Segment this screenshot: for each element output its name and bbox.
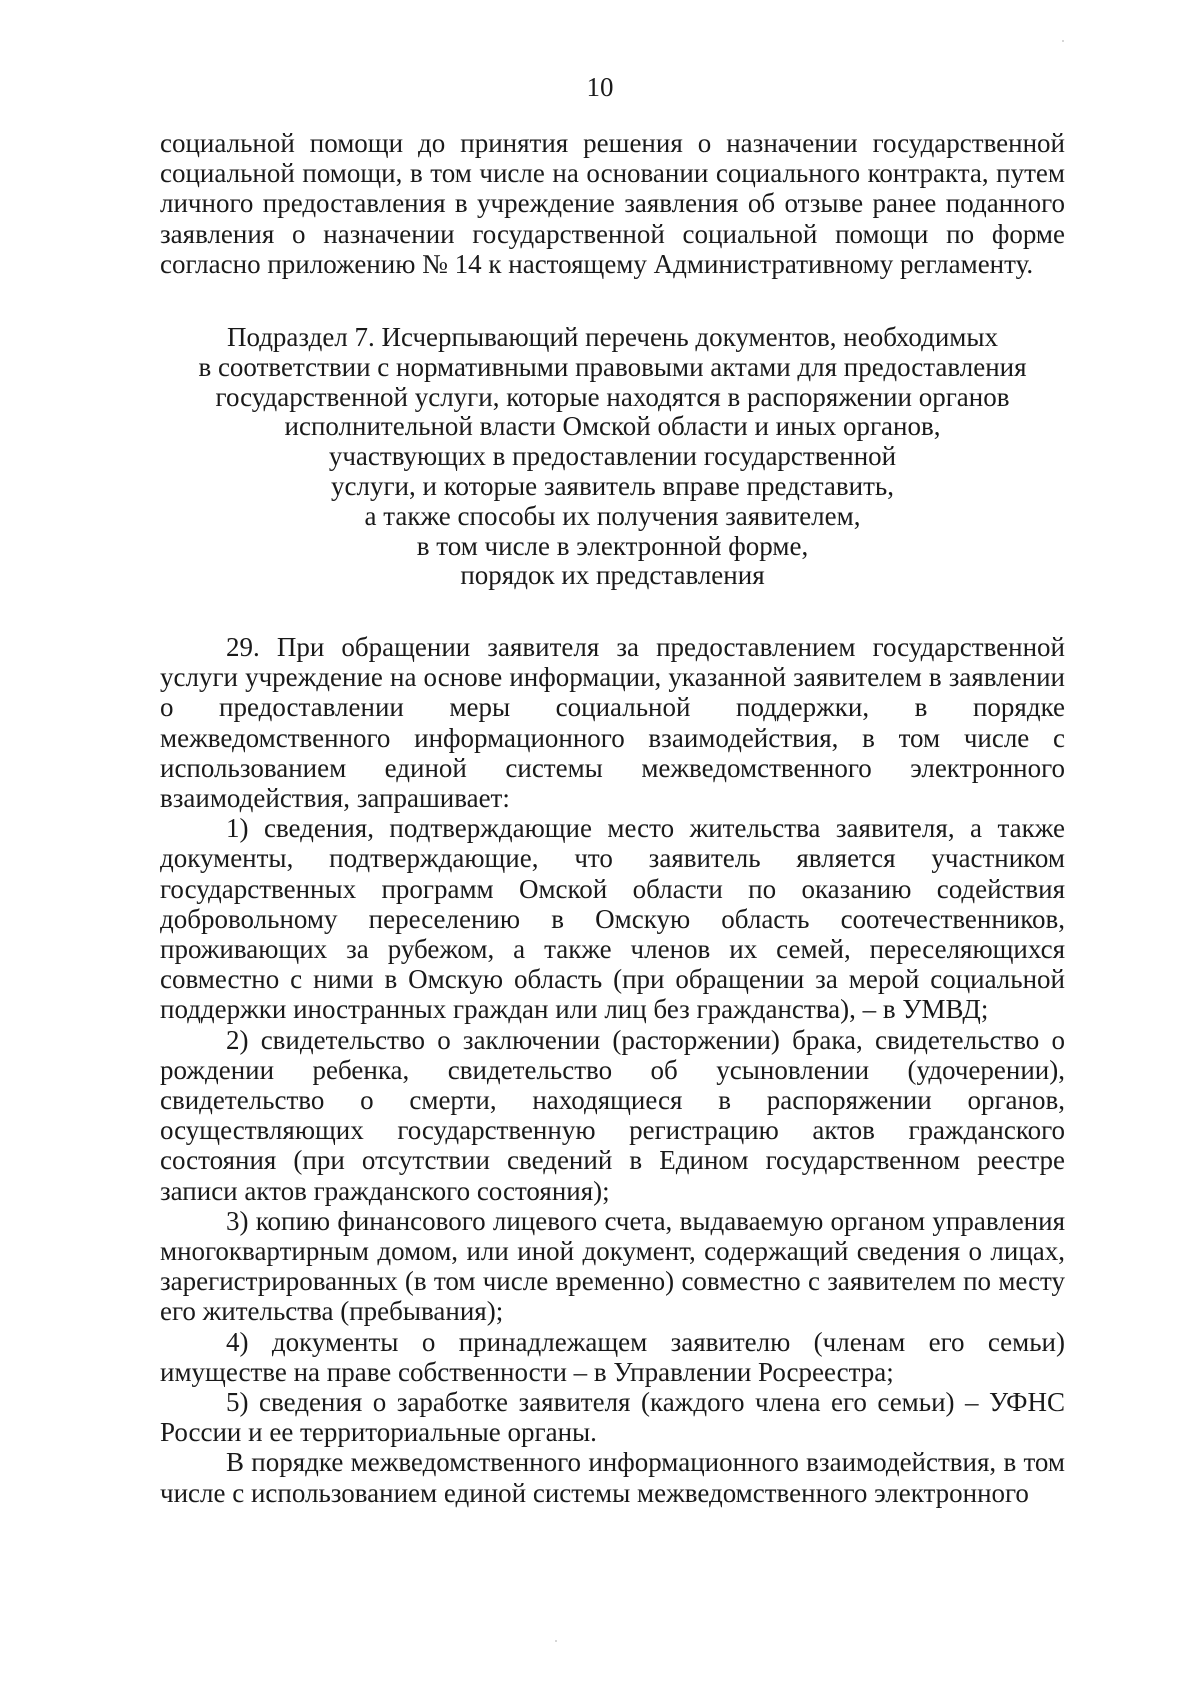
lead-text-block bbox=[160, 128, 1065, 279]
subsection-heading bbox=[160, 323, 1065, 591]
paragraph-29: 29. При обращении заявителя за предоставлением государственной услуги учреждение на основе информации, указанной заявителем в заявлении о предоставлении меры социальной поддержки, в порядке межведомственного информационного взаимодействия, в том числе с использованием единой системы межведомственного электронного взаимодействия, запрашивает: bbox=[160, 632, 1065, 814]
heading-line: услуги, и которые заявитель вправе представить, bbox=[331, 470, 894, 501]
list-item-1: 1) сведения, подтверждающие место жительства заявителя, а также документы, подтверждающие, что заявитель является участником государственных программ Омской области по оказанию содействия добровольному переселению в Омскую область соотечественников, проживающих за рубежом, а также членов их семей, переселяющихся совместно с ними в Омскую область (при обращении за мерой социальной поддержки иностранных граждан или лиц без гражданства), – в УМВД; bbox=[160, 813, 1065, 1025]
heading-line: в том числе в электронной форме, bbox=[416, 530, 809, 561]
lead-paragraph: социальной помощи до принятия решения о назначении государственной социальной помощи, в том числе на основании социального контракта, путем личного предоставления в учреждение заявления об отзыве ранее поданного заявления о назначении государственной социальной помощи по форме согласно приложению № 14 к настоящему Административному регламенту. bbox=[160, 128, 1065, 279]
page-number: 10 bbox=[586, 72, 614, 102]
closing-paragraph: В порядке межведомственного информационного взаимодействия, в том числе с использованием единой системы межведомственного электронного bbox=[160, 1447, 1065, 1508]
heading-line: участвующих в предоставлении государственной bbox=[328, 441, 897, 472]
heading-line: в соответствии с нормативными правовыми актами для предоставления bbox=[198, 351, 1027, 382]
list-item-5: 5) сведения о заработке заявителя (каждого члена его семьи) – УФНС России и ее территориальные органы. bbox=[160, 1387, 1065, 1448]
heading-line: порядок их представления bbox=[460, 560, 765, 591]
list-item-4: 4) документы о принадлежащем заявителю (членам его семьи) имуществе на праве собственности – в Управлении Росреестра; bbox=[160, 1326, 1065, 1387]
main-text-block bbox=[160, 632, 1065, 1508]
heading-line: а также способы их получения заявителем, bbox=[364, 500, 861, 531]
list-item-2: 2) свидетельство о заключении (расторжении) брака, свидетельство о рождении ребенка, свидетельство об усыновлении (удочерении), свидетельство о смерти, находящиеся в распоряжении органов, осуществляющих государственную регистрацию актов гражданского состояния (при отсутствии сведений в Едином государственном реестре записи актов гражданского состояния); bbox=[160, 1024, 1065, 1206]
heading-line: Подраздел 7. Исчерпывающий перечень документов, необходимых bbox=[226, 322, 999, 352]
scan-speck bbox=[1062, 40, 1064, 42]
list-item-3: 3) копию финансового лицевого счета, выдаваемую органом управления многоквартирным домом, или иной документ, содержащий сведения о лицах, зарегистрированных (в том числе временно) совместно с заявителем по месту его жительства (пребывания); bbox=[160, 1205, 1065, 1327]
scan-speck bbox=[555, 1640, 557, 1642]
heading-line: государственной услуги, которые находятся в распоряжении органов bbox=[215, 381, 1010, 412]
heading-line: исполнительной власти Омской области и иных органов, bbox=[284, 411, 941, 442]
